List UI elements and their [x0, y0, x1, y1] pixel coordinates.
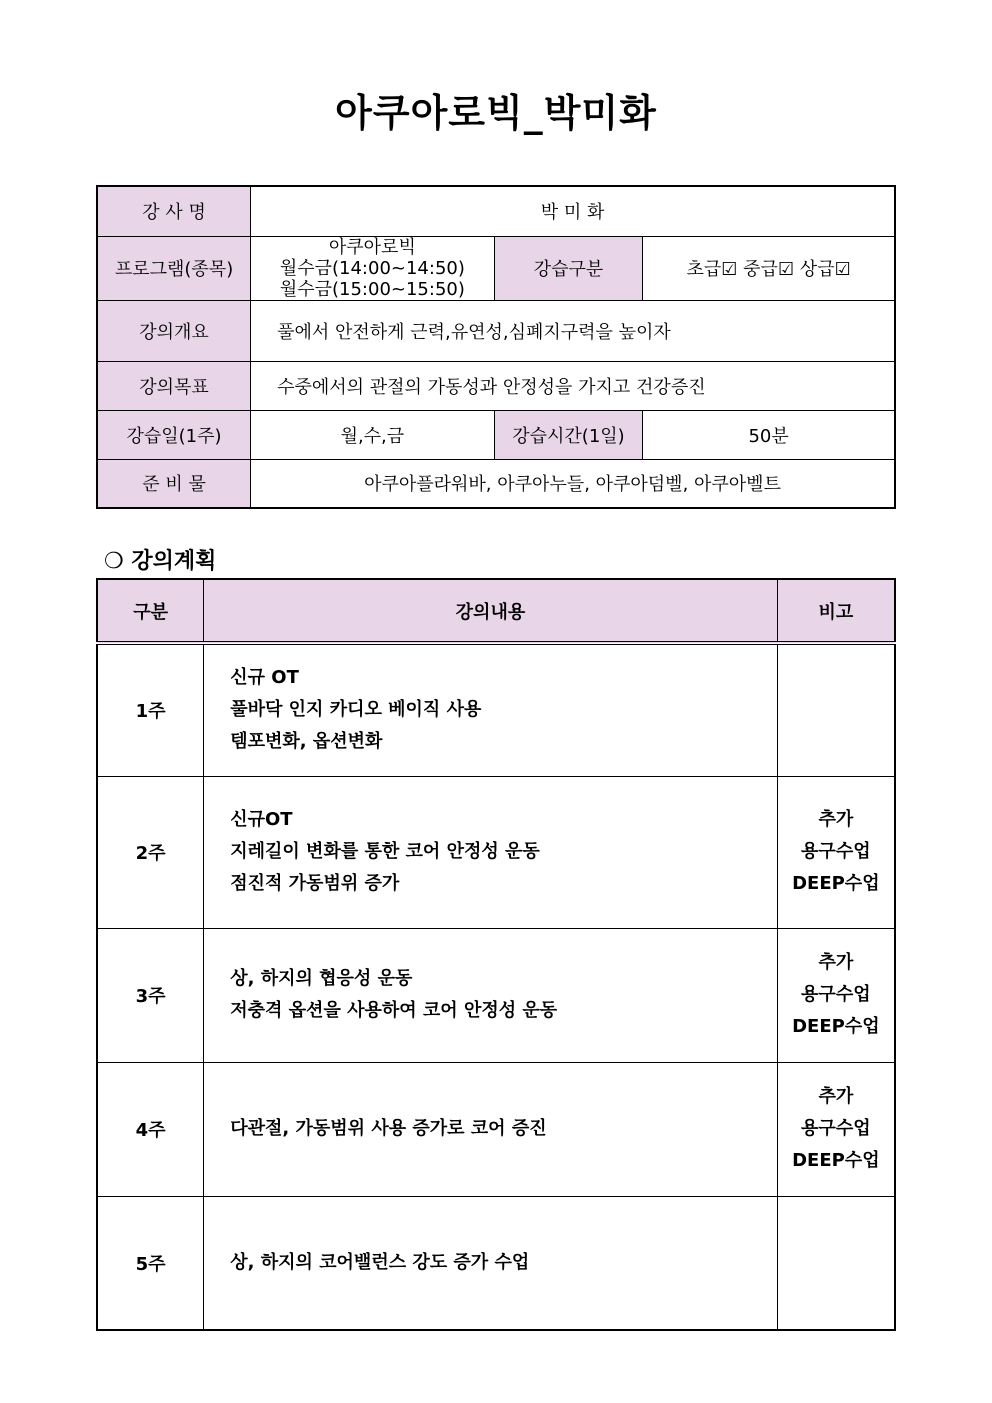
note-cell: [777, 776, 895, 928]
duration-label: 강습시간(1일): [494, 410, 643, 459]
table-row: [97, 643, 895, 776]
note-cell: [777, 928, 895, 1062]
content-line: 상, 하지의 협응성 운동: [230, 968, 413, 989]
header-content: 강의내용: [204, 579, 777, 643]
duration-value: 50분: [643, 410, 895, 459]
overview-label: 강의개요: [97, 300, 251, 361]
materials-value: 아쿠아플라워바, 아쿠아누들, 아쿠아덤벨, 아쿠아벨트: [251, 459, 895, 508]
note-line: 용구수업: [801, 1118, 871, 1139]
document-title: 아쿠아로빅_박미화: [335, 91, 657, 135]
days-label: 강습일(1주): [97, 410, 251, 459]
instructor-value: 박 미 화: [251, 186, 895, 236]
content-line: 신규OT: [230, 809, 293, 830]
content-cell: [204, 1196, 777, 1330]
week-cell: 5주: [97, 1196, 204, 1330]
week-cell: 2주: [97, 776, 204, 928]
lesson-plan-table: [96, 578, 896, 1331]
note-cell: [777, 1062, 895, 1196]
level-value: 초급☑ 중급☑ 상급☑: [643, 236, 895, 300]
materials-label: 준 비 물: [97, 459, 251, 508]
note-line: 추가: [818, 952, 854, 973]
content-line: 점진적 가동범위 증가: [230, 873, 400, 894]
content-line: 다관절, 가동범위 사용 증가로 코어 증진: [230, 1118, 547, 1139]
content-cell: [204, 928, 777, 1062]
content-line: 템포변화, 옵션변화: [230, 731, 383, 753]
note-cell: [777, 1196, 895, 1330]
program-value: [251, 236, 495, 300]
note-line: DEEP수업: [792, 873, 880, 894]
program-line: 월수금(15:00~15:50): [279, 278, 465, 300]
content-line: 저충격 옵션을 사용하여 코어 안정성 운동: [230, 1000, 558, 1021]
content-line: 신규 OT: [230, 667, 299, 689]
course-info-table: [96, 185, 896, 509]
program-label: 프로그램(종목): [97, 236, 251, 300]
program-line: 월수금(14:00~14:50): [279, 257, 465, 279]
program-line: 아쿠아로빅: [328, 236, 416, 258]
week-cell: 4주: [97, 1062, 204, 1196]
note-line: 용구수업: [801, 841, 871, 862]
note-line: DEEP수업: [792, 1016, 880, 1037]
content-line: 상, 하지의 코어밸런스 강도 증가 수업: [230, 1251, 530, 1273]
level-label: 강습구분: [494, 236, 643, 300]
content-cell: [204, 776, 777, 928]
content-cell: [204, 1062, 777, 1196]
content-cell: [204, 643, 777, 776]
header-note: 비고: [777, 579, 895, 643]
note-line: 추가: [818, 1086, 854, 1107]
table-row: [97, 1062, 895, 1196]
table-row: [97, 928, 895, 1062]
week-cell: 1주: [97, 643, 204, 776]
days-value: 월,수,금: [251, 410, 495, 459]
note-line: 용구수업: [801, 984, 871, 1005]
content-line: 지레길이 변화를 통한 코어 안정성 운동: [230, 841, 540, 862]
note-cell: [777, 643, 895, 776]
section-title: ❍ 강의계획: [104, 549, 217, 574]
note-line: DEEP수업: [792, 1150, 880, 1171]
table-row: [97, 1196, 895, 1330]
week-cell: 3주: [97, 928, 204, 1062]
content-line: 풀바닥 인지 카디오 베이직 사용: [230, 699, 482, 721]
instructor-label: 강 사 명: [97, 186, 251, 236]
goal-value: 수중에서의 관절의 가동성과 안정성을 가지고 건강증진: [251, 361, 895, 410]
header-week: 구분: [97, 579, 204, 643]
overview-value: 풀에서 안전하게 근력,유연성,심폐지구력을 높이자: [251, 300, 895, 361]
note-line: 추가: [818, 809, 854, 830]
goal-label: 강의목표: [97, 361, 251, 410]
table-row: [97, 776, 895, 928]
